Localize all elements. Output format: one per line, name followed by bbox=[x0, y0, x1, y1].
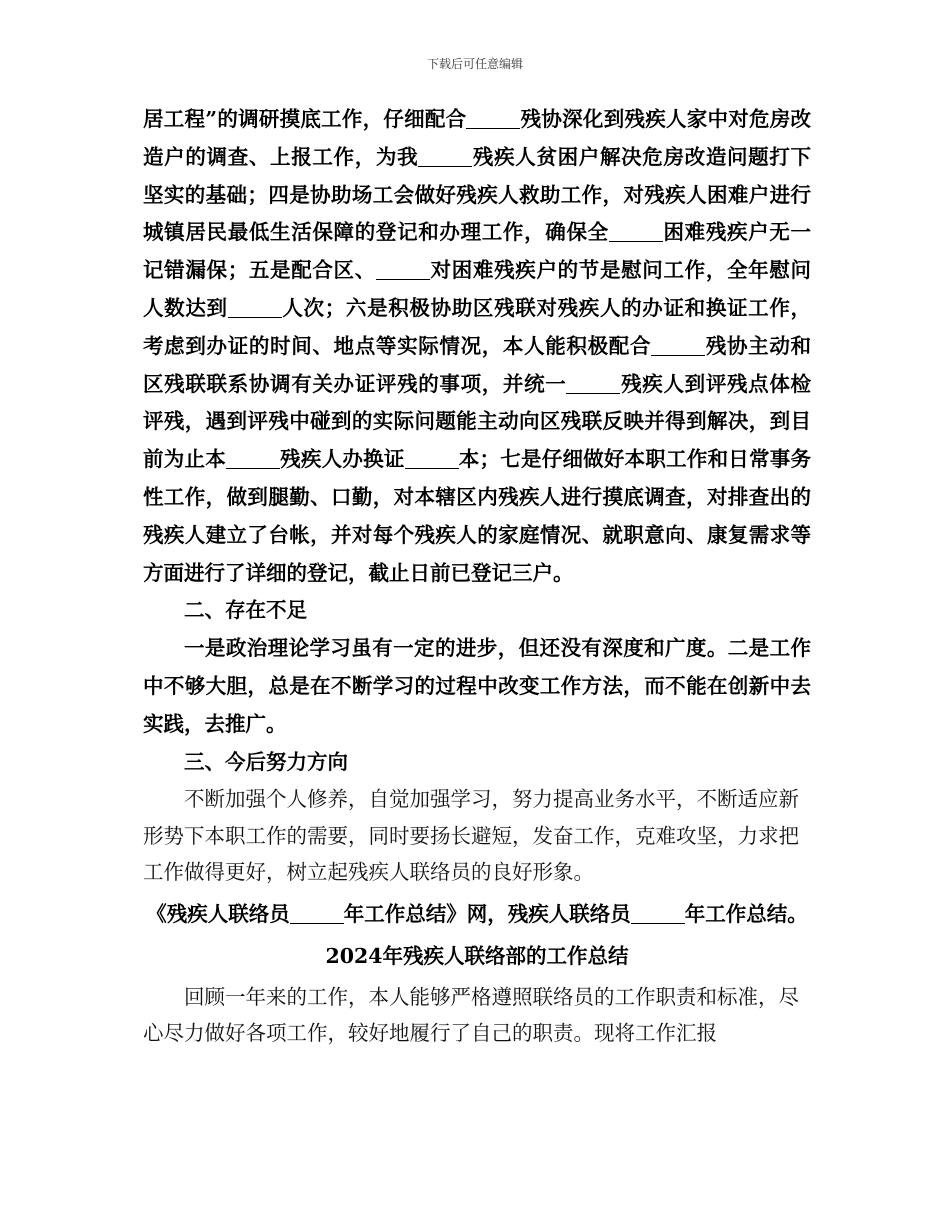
text-segment: 《残疾人联络员 bbox=[146, 901, 290, 926]
fill-blank bbox=[609, 221, 663, 243]
text-segment: 年工作总结》网，残疾人联络员 bbox=[343, 901, 631, 926]
text-segment: 残疾人到评残点体检评残，遇到评残中碰到的实际问题能主动向区残联反映并得到解决，到目前为止本 bbox=[143, 371, 812, 472]
text-segment: 本；七是仔细做好本职工作和日常事务性工作，做到腿勤、口勤，对本辖区内残疾人进行摸底调查，对排查出的残疾人建立了台帐，并对每个残疾人的家庭情况、就职意向、康复需求等方面进行了详细的登记，截止日前已登记三户。 bbox=[143, 447, 812, 585]
fill-blank bbox=[651, 334, 705, 356]
text-segment: 残协主动和区残联联系协调有关办证评残的事项，并统一 bbox=[143, 333, 812, 396]
text-segment: 残疾人贫困户解决危房改造问题打下坚实的基础；四是协助场工会做好残疾人救助工作，对残疾人困难户进行城镇居民最低生活保障的登记和办理工作，确保全 bbox=[143, 144, 812, 245]
fill-blank bbox=[631, 902, 685, 924]
text-segment: 对困难残疾户的节是慰问工作，全年慰问人数达到 bbox=[143, 258, 812, 320]
text-segment: 居工程”的调研摸底工作，仔细配合 bbox=[143, 107, 467, 131]
fill-blank bbox=[376, 259, 430, 281]
fill-blank bbox=[290, 902, 344, 924]
section-heading-future-direction: 三、今后努力方向 bbox=[184, 749, 348, 774]
section-heading-shortcomings: 二、存在不足 bbox=[184, 598, 307, 623]
document-title: 2024年残疾人联络部的工作总结 bbox=[325, 943, 629, 968]
summary-line bbox=[143, 895, 811, 933]
paragraph-review: 回顾一年来的工作，本人能够严格遵照联络员的工作职责和标准，尽心尽力做好各项工作，较好地履行了自己的职责。现将工作汇报 bbox=[143, 984, 799, 1046]
text-segment: 年工作总结。 bbox=[684, 901, 808, 926]
text-segment: 人次；六是积极协助区残联对残疾人的办证和换证工作，考虑到办证的时间、地点等实际情况，本人能积极配合 bbox=[143, 295, 812, 358]
paragraph-work-summary bbox=[143, 101, 811, 592]
text-segment: 残协深化到残疾人家中对危房改造户的调查、上报工作，为我 bbox=[143, 107, 812, 169]
text-segment: 残疾人办换证 bbox=[279, 447, 405, 472]
page-header-note: 下载后可任意编辑 bbox=[426, 57, 523, 71]
paragraph-shortcomings: 一是政治理论学习虽有一定的进步，但还没有深度和广度。二是工作中不够大胆，总是在不断学习的过程中改变工作方法，而不能在创新中去实践，去推广。 bbox=[143, 636, 811, 736]
fill-blank bbox=[566, 372, 620, 394]
fill-blank bbox=[226, 448, 280, 470]
document-body bbox=[143, 101, 811, 1052]
fill-blank bbox=[228, 296, 282, 318]
fill-blank bbox=[405, 448, 459, 470]
fill-blank bbox=[418, 145, 472, 167]
text-segment: 困难残疾户无一记错漏保；五是配合区、 bbox=[143, 220, 812, 283]
fill-blank bbox=[466, 108, 520, 130]
paragraph-future-direction: 不断加强个人修养，自觉加强学习，努力提高业务水平，不断适应新形势下本职工作的需要，同时要扬长避短，发奋工作，克难攻坚，力求把工作做得更好，树立起残疾人联络员的良好形象。 bbox=[143, 787, 799, 885]
